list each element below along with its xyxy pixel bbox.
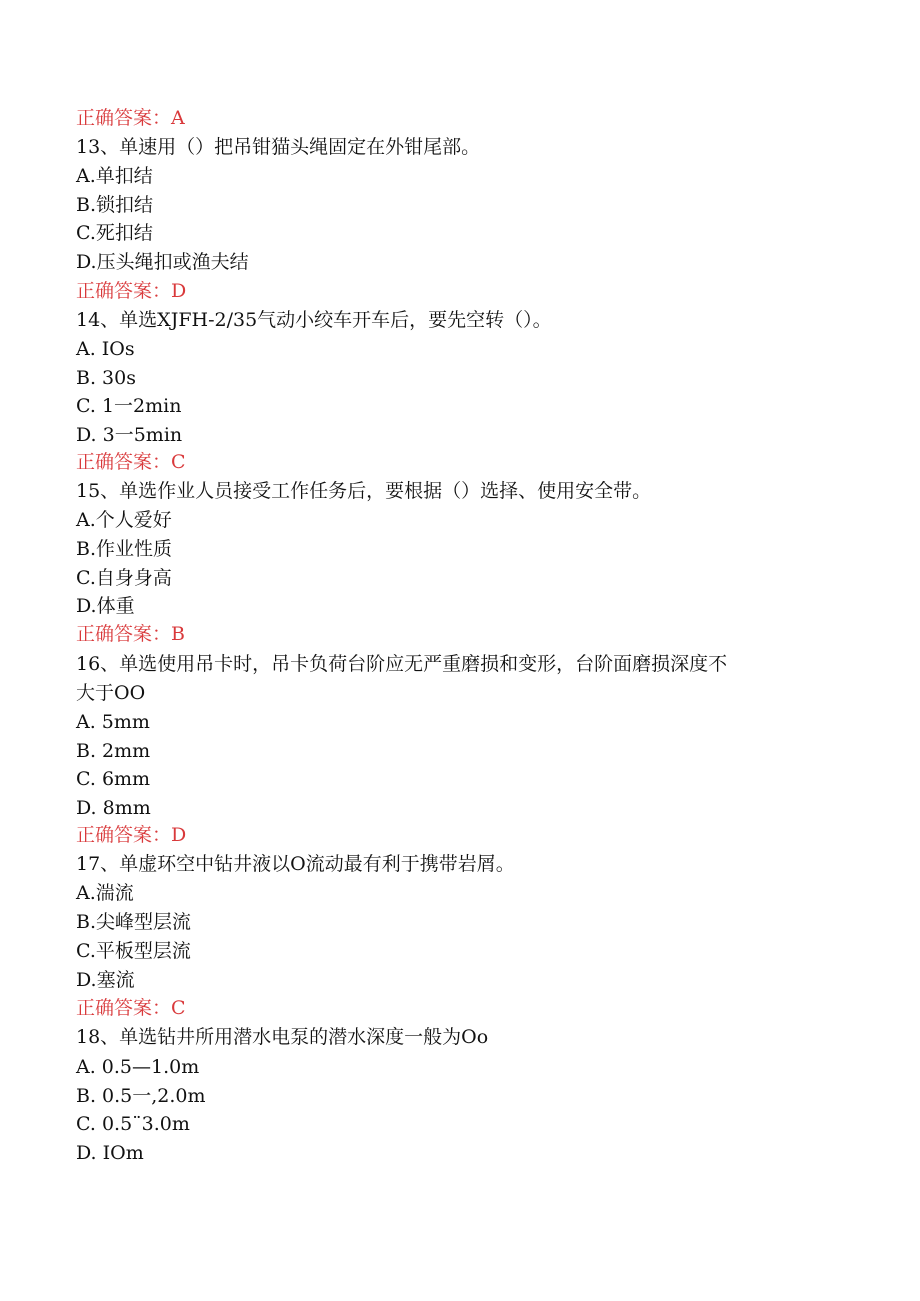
answer-value: D — [171, 824, 187, 846]
answer-label: 正确答案： — [76, 451, 172, 473]
answer-label: 正确答案： — [76, 997, 172, 1019]
question-17: 17、单虚环空中钻井液以O流动最有利于携带岩屑。 — [76, 853, 515, 875]
option-b: B. 0.5一,2.0m — [76, 1085, 206, 1107]
option-a: A.单扣结 — [76, 165, 153, 187]
question-16-line-2: 大于OO — [76, 682, 146, 704]
answer-line — [76, 996, 186, 1020]
answer-value: D — [171, 280, 187, 302]
option-a: A.个人爱好 — [76, 509, 172, 531]
option-a: A.湍流 — [76, 882, 134, 904]
question-15: 15、单选作业人员接受工作任务后，要根据（）选择、使用安全带。 — [76, 480, 652, 502]
option-d: D. IOm — [76, 1142, 144, 1164]
question-14: 14、单选XJFH-2/35气动小绞车开车后，要先空转（）。 — [76, 309, 552, 331]
answer-line — [76, 823, 186, 847]
question-18: 18、单选钻井所用潜水电泵的潜水深度一般为Oo — [76, 1026, 489, 1048]
question-13: 13、单速用（）把吊钳猫头绳固定在外钳尾部。 — [76, 136, 481, 158]
option-b: B. 2mm — [76, 740, 151, 762]
answer-value: C — [171, 451, 186, 473]
answer-line — [76, 450, 186, 474]
option-c: C.死扣结 — [76, 222, 153, 244]
answer-line — [76, 622, 185, 646]
option-d: D. 8mm — [76, 797, 151, 819]
option-b: B.尖峰型层流 — [76, 911, 192, 933]
option-d: D. 3一5min — [76, 424, 183, 446]
option-c: C. 6mm — [76, 768, 151, 790]
option-c: C. 0.5¨3.0m — [76, 1113, 190, 1135]
answer-value: B — [171, 623, 185, 645]
answer-label: 正确答案： — [76, 623, 172, 645]
answer-line — [76, 279, 186, 303]
question-16-line-1: 16、单选使用吊卡时，吊卡负荷台阶应无严重磨损和变形，台阶面磨损深度不 — [76, 653, 728, 675]
option-b: B. 30s — [76, 367, 136, 389]
option-b: B.作业性质 — [76, 538, 173, 560]
answer-value: A — [171, 107, 185, 129]
answer-label: 正确答案： — [76, 824, 172, 846]
option-d: D.体重 — [76, 595, 135, 617]
option-b: B.锁扣结 — [76, 194, 154, 216]
answer-label: 正确答案： — [76, 280, 172, 302]
option-a: A. 5mm — [76, 711, 150, 733]
option-c: C. 1一2min — [76, 395, 182, 417]
option-a: A. IOs — [76, 338, 135, 360]
option-d: D.塞流 — [76, 969, 135, 991]
option-d: D.压头绳扣或渔夫结 — [76, 251, 249, 273]
option-a: A. 0.5—1.0m — [76, 1056, 200, 1078]
answer-line — [76, 106, 185, 130]
option-c: C.自身身高 — [76, 567, 172, 589]
answer-label: 正确答案： — [76, 107, 172, 129]
answer-value: C — [171, 997, 186, 1019]
option-c: C.平板型层流 — [76, 940, 191, 962]
